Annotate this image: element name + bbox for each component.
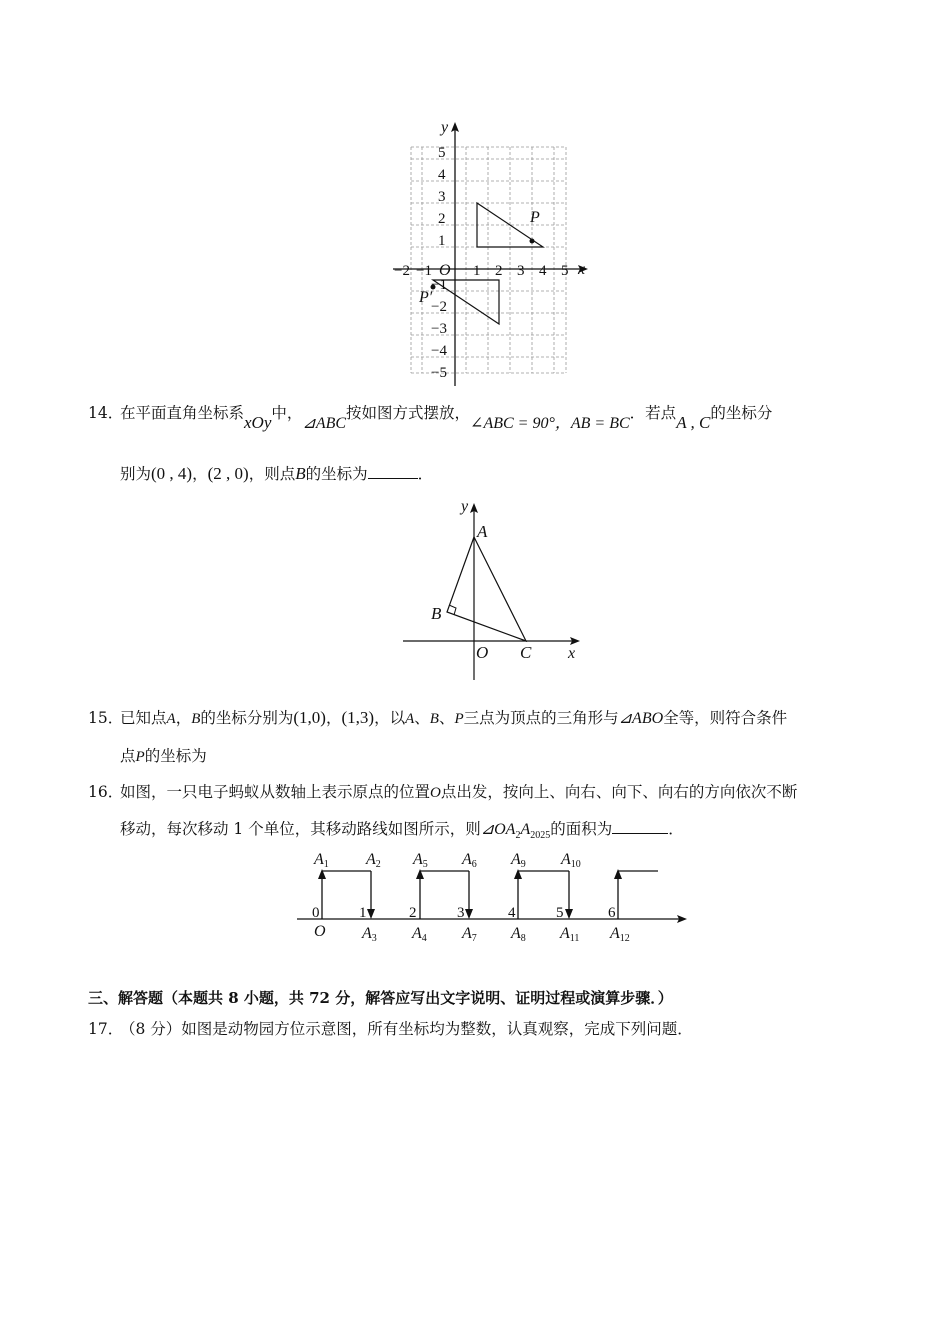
text: 、: [414, 709, 430, 727]
y-axis-label: y: [461, 498, 469, 515]
point-label: A5: [413, 851, 428, 870]
answer-blank[interactable]: [368, 462, 418, 479]
y-tick: −5: [431, 365, 447, 381]
number-label: 2: [409, 905, 417, 921]
y-tick: −2: [431, 299, 447, 315]
y-axis-label: y: [441, 119, 449, 136]
y-tick: 1: [438, 233, 446, 249]
text: 的坐标分: [710, 404, 773, 422]
ant-path-figure: [292, 848, 692, 948]
point-label: A1: [314, 851, 329, 870]
point-label: A9: [511, 851, 526, 870]
question-14-line-2: [120, 462, 910, 486]
number-label: 3: [457, 905, 465, 921]
number-label: 4: [508, 905, 516, 921]
number-label: 5: [556, 905, 564, 921]
text: 按如图方式摆放，: [346, 404, 471, 422]
question-16-line-2: [120, 817, 910, 848]
point-p: P: [454, 711, 464, 727]
point-a-label: A: [477, 522, 488, 541]
point-label: A7: [462, 925, 477, 944]
y-tick: −3: [431, 321, 447, 337]
question-16-line-1: [88, 780, 878, 805]
x-axis-label: x: [568, 645, 576, 662]
x-tick: 2: [495, 263, 503, 279]
point-a: A: [405, 711, 415, 727]
point-label: A11: [560, 925, 580, 944]
y-tick: 5: [438, 145, 446, 161]
text: ，: [175, 709, 192, 727]
number-label: 1: [359, 905, 367, 921]
origin-label: O: [476, 643, 489, 662]
question-17-line-1: [88, 1017, 878, 1041]
text: 已知点: [120, 709, 167, 727]
text: 的面积为: [550, 820, 613, 838]
x-tick: 5: [561, 263, 569, 279]
x-tick: 1: [473, 263, 481, 279]
point-a: A: [166, 711, 176, 727]
x-tick: −1: [416, 263, 432, 279]
question-14-line-1: [88, 401, 878, 432]
point-b: B: [429, 711, 439, 727]
y-tick: 4: [438, 167, 446, 183]
text: 点: [120, 747, 136, 765]
math-xoy: xOy: [244, 413, 272, 432]
text: 、: [438, 709, 455, 727]
text: 的坐标为: [144, 747, 207, 765]
point-label: A6: [462, 851, 477, 870]
text: 在平面直角坐标系: [120, 404, 245, 422]
y-tick: 3: [438, 189, 446, 205]
question-15-line-2: [120, 744, 910, 769]
x-tick: 4: [539, 263, 547, 279]
triangle-abc: [447, 537, 526, 641]
coord-a: (1,0): [293, 708, 326, 727]
text: ，: [192, 465, 208, 483]
point-label: A4: [412, 925, 427, 944]
point-label: A8: [511, 925, 526, 944]
point-label: O: [314, 923, 326, 940]
math-angle-condition: ∠ABC = 90°，AB = BC: [470, 415, 630, 432]
point-b: B: [295, 464, 306, 483]
text: 别为: [120, 465, 152, 483]
question-number: 17．: [88, 1020, 124, 1038]
text: ．: [668, 820, 684, 838]
text: 全等，则符合条件: [663, 709, 788, 727]
text: 点出发，按向上、向右、向下、向右的方向依次不断: [440, 783, 798, 801]
x-tick-labels: [394, 263, 569, 279]
math-triangle-abo: ⊿ABO: [618, 710, 664, 727]
coord-a: (0 , 4): [151, 464, 193, 483]
coordinate-grid-figure: [385, 112, 600, 392]
y-tick: −4: [431, 343, 447, 359]
text: ，则点: [248, 465, 296, 483]
point-label: A12: [610, 925, 630, 944]
math-a: A: [520, 821, 531, 838]
question-number: 14．: [88, 404, 124, 422]
point-label: A3: [362, 925, 377, 944]
text: 中，: [271, 404, 303, 422]
point-label: A2: [366, 851, 381, 870]
y-tick: −1: [431, 277, 447, 293]
answer-blank[interactable]: [612, 817, 668, 834]
math-triangle: ⊿OA: [480, 821, 516, 838]
point-p2-label: P′: [419, 289, 433, 306]
x-tick: −2: [394, 263, 410, 279]
point-b: B: [191, 711, 201, 727]
text: ，: [325, 709, 342, 727]
point-label: A10: [561, 851, 581, 870]
text: 的坐标为: [305, 465, 368, 483]
question-15-line-1: [88, 706, 878, 731]
subscript: 2025: [530, 830, 551, 842]
point-b-label: B: [431, 604, 442, 623]
text: 移动，每次移动 1 个单位，其移动路线如图所示，则: [120, 820, 481, 838]
triangle-abc-figure: [398, 495, 588, 685]
number-label: 6: [608, 905, 616, 921]
top-labels: [313, 851, 581, 870]
point-o: O: [430, 785, 441, 801]
text: ，以: [374, 709, 406, 727]
point-p-dot: [530, 239, 535, 244]
text: 的坐标分别为: [200, 709, 294, 727]
bottom-labels: [314, 923, 630, 944]
coord-c: (2 , 0): [207, 464, 249, 483]
question-number: 16．: [88, 783, 124, 801]
text: 如图，一只电子蚂蚁从数轴上表示原点的位置: [120, 783, 431, 801]
math-points-ac: A , C: [676, 413, 711, 432]
subscript: 2: [515, 830, 521, 842]
x-tick: 3: [517, 263, 525, 279]
text: ．: [417, 465, 434, 483]
x-axis-label: x: [578, 261, 586, 278]
section-3-heading: 三、解答题（本题共 8 小题，共 72 分，解答应写出文字说明、证明过程或演算步骤．）: [88, 989, 673, 1007]
origin-label: O: [439, 262, 451, 279]
y-tick: 2: [438, 211, 446, 227]
text: （8 分）如图是动物园方位示意图，所有坐标均为整数，认真观察，完成下列问题．: [120, 1020, 693, 1038]
text: ．若点: [629, 404, 677, 422]
coord-b: (1,3): [341, 708, 375, 727]
question-number: 15．: [88, 709, 124, 727]
point-p-label: P: [530, 209, 540, 226]
number-label: 0: [312, 905, 320, 921]
text: 三点为顶点的三角形与: [463, 709, 619, 727]
point-p: P: [135, 749, 145, 765]
grid-lines: [411, 147, 566, 373]
math-triangle-abc: ⊿ABC: [302, 415, 347, 432]
point-c-label: C: [520, 643, 532, 662]
